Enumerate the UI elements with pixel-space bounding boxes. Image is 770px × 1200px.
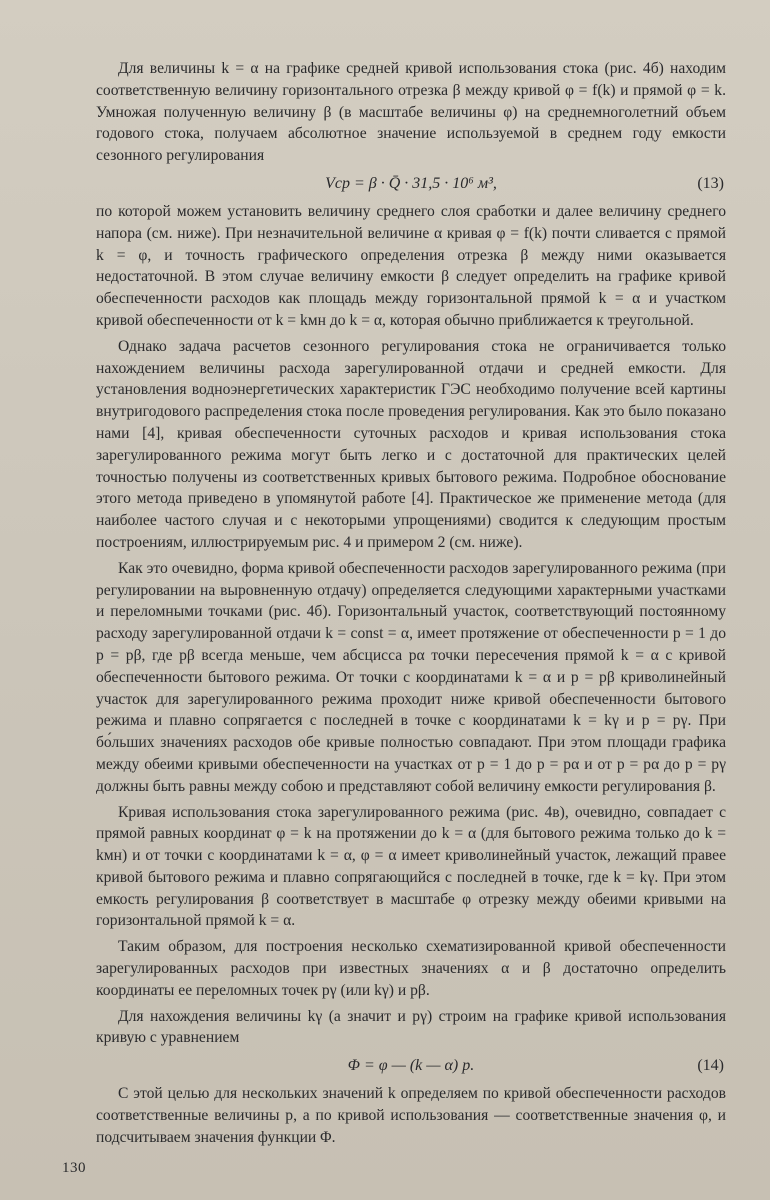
equation-13-formula: Vср = β · Q̄ · 31,5 · 10⁶ м³, bbox=[325, 174, 497, 192]
equation-14-formula: Φ = φ — (k — α) p. bbox=[347, 1057, 475, 1075]
paragraph-6: Таким образом, для построения несколько схематизированной кривой обеспеченности зарегулированных расходов при известных значениях α и β достаточно определить координаты ее переломных точек pγ (или kγ) и pβ. bbox=[96, 938, 726, 999]
paragraph-1: Для величины k = α на графике средней кривой использования стока (рис. 4б) находим соответственную величину горизонтального отрезка β между кривой φ = f(k) и прямой φ = k. Умножая полученную величину β (в масштабе величины φ) на среднемноголетний объем годового стока, получаем абсолютное значение используемой в среднем году емкости сезонного регулирования bbox=[96, 60, 726, 165]
page-number: 130 bbox=[62, 1160, 86, 1176]
equation-13 bbox=[96, 167, 726, 201]
paragraph-2: по которой можем установить величину среднего слоя сработки и далее величину среднего напора (см. ниже). При незначительной величине α кривая φ = f(k) почти сливается с прямой k = φ, и точность графического определения отрезка β между ними оказывается недостаточной. В этом случае величину емкости β следует определить на графике кривой обеспеченности расходов как площадь между горизонтальной прямой k = α и участком кривой обеспеченности от k = kмн до k = α, которая обычно приближается к треугольной. bbox=[96, 202, 726, 329]
paragraph-4: Как это очевидно, форма кривой обеспеченности расходов зарегулированного режима (при регулировании на выровненную отдачу) определяется следующими характерными участками и переломными точками (рис. 4б). Горизонтальный участок, соответствующий постоянному расходу зарегулированной отдачи k = const = α, имеет протяжение от обеспеченности p = 1 до p = pβ, где pβ всегда меньше, чем абсцисса pα точки пересечения прямой k = α с кривой обеспеченности бытового режима. От точки с координатами k = α и p = pβ криволинейный участок для зарегулированного режима проходит ниже кривой обеспеченности бытового режима и плавно сопрягается с последней в точке с координатами k = kγ и p = pγ. При бо́льших значениях расходов обе кривые полностью совпадают. При этом площади графика между обеими кривыми обеспеченности на участках от p = 1 до p = pα и от p = pα до p = pγ должны быть равны между собою и представляют собой величину емкости регулирования β. bbox=[96, 559, 726, 795]
equation-13-number: (13) bbox=[697, 174, 724, 192]
paragraph-5: Кривая использования стока зарегулированного режима (рис. 4в), очевидно, совпадает с прямой равных координат φ = k на протяжении до k = α (для бытового режима только до k = kмн) и от точки с координатами k = α, φ = α имеет криволинейный участок, лежащий правее кривой бытового режима и плавно сопрягающийся с последней в точке, где k = kγ. При этом емкость регулирования β соответствует в масштабе φ отрезку между обеими кривыми на горизонтальной прямой k = α. bbox=[96, 803, 726, 930]
equation-14 bbox=[96, 1049, 726, 1083]
paragraph-3: Однако задача расчетов сезонного регулирования стока не ограничивается только нахождением величины расхода зарегулированной отдачи и средней емкости. Для установления водноэнергетических характеристик ГЭС необходимо получение всей картины внутригодового распределения стока после проведения регулирования. Как это было показано нами [4], кривая обеспеченности суточных расходов и кривая использования стока зарегулированного режима могут быть легко и с достаточной для практических целей точностью получены из соответственных кривых бытового режима. Подробное обоснование этого метода приведено в упомянутой работе [4]. Практическое же применение метода (для наиболее частого случая и с некоторыми упрощениями) сводится к следующим простым построениям, иллюстрируемым рис. 4 и примером 2 (см. ниже). bbox=[96, 337, 726, 551]
equation-14-number: (14) bbox=[697, 1057, 724, 1075]
paragraph-7: Для нахождения величины kγ (а значит и pγ) строим на графике кривой использования кривую с уравнением bbox=[96, 1007, 726, 1047]
paragraph-8: С этой целью для нескольких значений k определяем по кривой обеспеченности расходов соответственные величины p, а по кривой использования — соответственные значения φ, и подсчитываем значения функции Φ. bbox=[96, 1085, 726, 1146]
